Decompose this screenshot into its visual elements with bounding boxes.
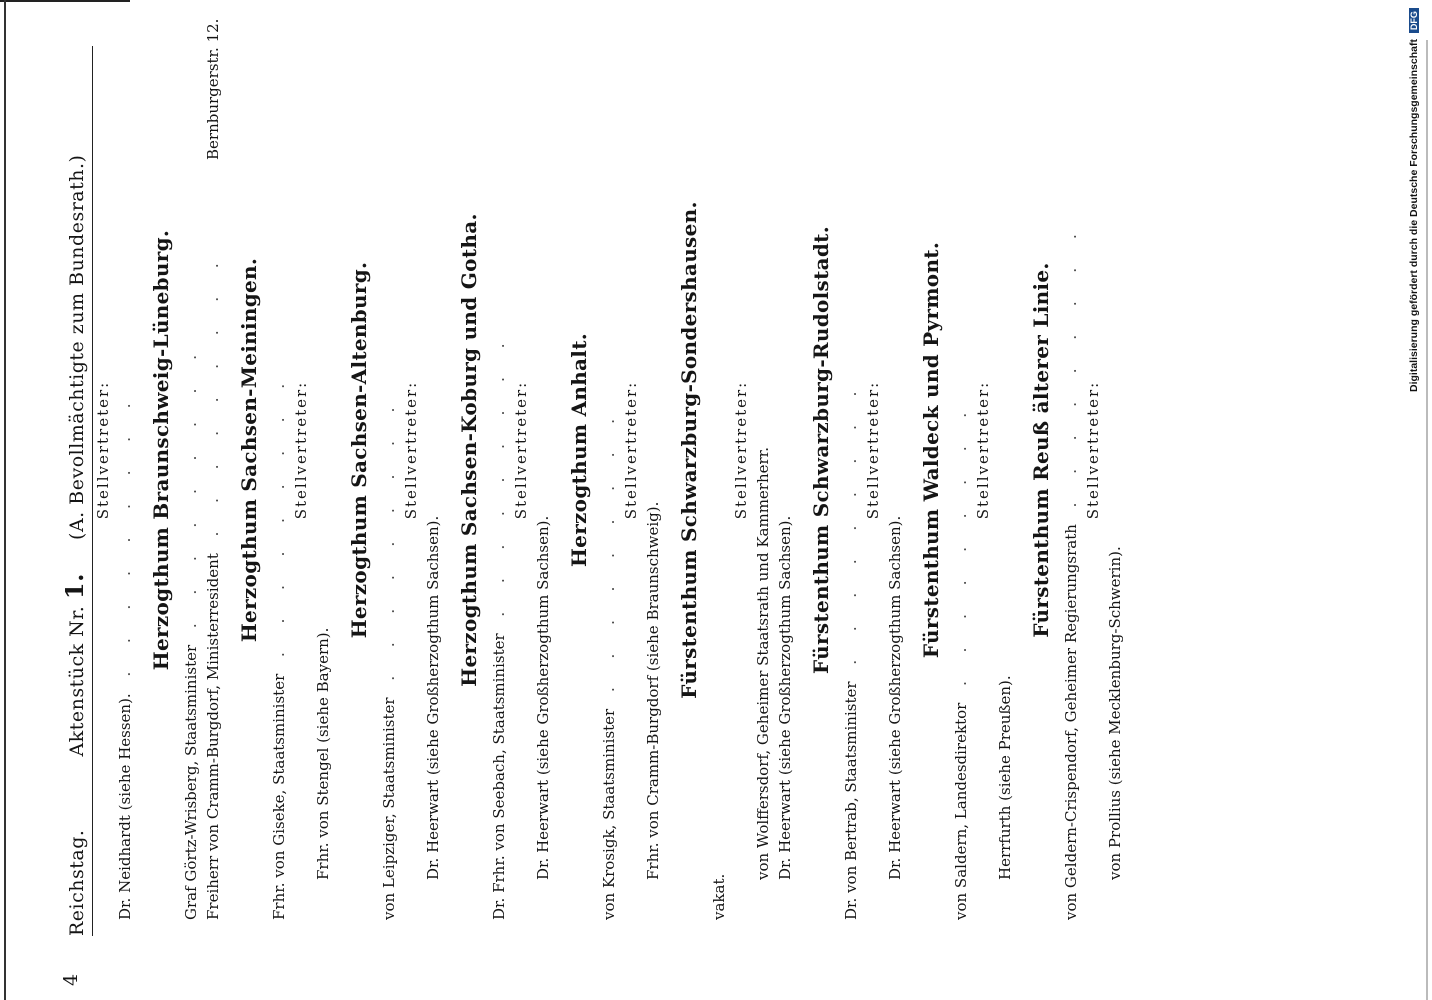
deputy-heading: Stellvertreter: (512, 380, 530, 520)
section-title: Herzogthum Braunschweig-Lüneburg. (149, 229, 173, 671)
section-title: Fürstenthum Reuß älterer Linie. (1029, 262, 1053, 638)
delegate-entry (598, 0, 620, 920)
delegate-entry (1060, 0, 1082, 920)
document-body (92, 0, 1126, 920)
deputy-heading: Stellvertreter: (1084, 380, 1102, 520)
dfg-logo: DFG (1409, 8, 1419, 33)
delegate-entry (840, 0, 862, 920)
running-header (60, 46, 93, 986)
delegate-entry (180, 0, 202, 920)
leader-dots: . . . . . . . . . (1062, 222, 1080, 525)
delegate-entry (752, 0, 774, 920)
delegate-name: von Leipziger, Staatsminister (380, 697, 398, 920)
delegate-name: Dr. von Bertrab, Staatsminister (842, 681, 860, 920)
deputy-heading: Stellvertreter: (292, 380, 310, 520)
delegate-entry (378, 0, 400, 920)
delegate-entry (488, 0, 510, 920)
delegate-name: Dr. Frhr. von Seebach, Staatsminister (490, 633, 508, 920)
leader-dots: . . . . . . . . . (952, 400, 970, 703)
delegate-name: von Geldern-Crispendorf, Geheimer Regierungsrath (1062, 524, 1080, 920)
delegate-name: Dr. Heerwart (siehe Großherzogthum Sachsen). (424, 515, 442, 880)
section-title: Herzogthum Sachsen-Altenburg. (347, 261, 371, 639)
deputy-heading: Stellvertreter: (732, 380, 750, 520)
dfg-notice (1408, 8, 1426, 392)
delegate-entry (994, 0, 1016, 920)
section-title: Fürstenthum Schwarzburg-Sondershausen. (677, 201, 701, 699)
deputy-heading: Stellvertreter: (622, 380, 640, 520)
leader-dots: . . . . . . . . . (204, 251, 222, 554)
delegate-entry (708, 0, 730, 920)
delegate-name: von Wolffersdorf, Geheimer Staatsrath und Kammerherr. (754, 447, 772, 880)
page-number: 4 (60, 973, 82, 986)
delegate-name: von Prollius (siehe Mecklenburg-Schwerin). (1106, 546, 1124, 880)
delegate-name: Dr. Heerwart (siehe Großherzogthum Sachsen). (886, 515, 904, 880)
delegate-entry (422, 0, 444, 920)
deputy-heading: Stellvertreter: (94, 380, 112, 520)
header-center-prefix: Aktenstück Nr. (66, 605, 88, 757)
delegate-entry (312, 0, 334, 920)
delegate-entry (774, 0, 796, 920)
leader-dots: . . . . . . . . . (490, 331, 508, 634)
leader-dots: . . . . . . . . . (600, 406, 618, 709)
section-title: Fürstenthum Schwarzburg-Rudolstadt. (809, 226, 833, 674)
header-center-number: 1. (60, 573, 89, 600)
deputy-heading: Stellvertreter: (974, 380, 992, 520)
delegate-name: Frhr. von Stengel (siehe Bayern). (314, 627, 332, 880)
delegate-name: Freiherr von Cramm-Burgdorf, Ministerresident (204, 553, 222, 920)
delegate-entry (642, 0, 664, 920)
delegate-name: von Krosigk, Staatsminister (600, 708, 618, 920)
delegate-entry (950, 0, 972, 920)
delegate-name: Frhr. von Giseke, Staatsminister (270, 673, 288, 920)
section-title: Fürstenthum Waldeck und Pyrmont. (919, 241, 943, 659)
leader-dots: . . . . . . . . . (380, 395, 398, 698)
dfg-notice-text: Digitalisierung gefördert durch die Deutsche Forschungsgemeinschaft (1408, 39, 1420, 392)
leader-dots: . . . . . . . . . (270, 371, 288, 674)
delegate-name: Graf Görtz-Wrisberg, Staatsminister (182, 644, 200, 920)
delegate-entry (268, 0, 290, 920)
delegate-name: vakat. (710, 873, 728, 920)
section-title: Herzogthum Sachsen-Meiningen. (237, 257, 261, 643)
delegate-name: Herrfurth (siehe Preußen). (996, 675, 1014, 880)
header-left: Reichstag. (66, 829, 88, 936)
delegate-entry (202, 0, 224, 920)
delegate-entry (532, 0, 554, 920)
header-right: (A. Bevollmächtigte zum Bundesrath.) (66, 154, 88, 540)
delegate-entry (884, 0, 906, 920)
delegate-name: Dr. Heerwart (siehe Großherzogthum Sachsen). (776, 515, 794, 880)
leader-dots: . . . . . . . . . (182, 343, 200, 645)
delegate-entry (1104, 0, 1126, 920)
delegate-name: Dr. Heerwart (siehe Großherzogthum Sachsen). (534, 515, 552, 880)
deputy-heading: Stellvertreter: (864, 380, 882, 520)
delegate-entry (114, 0, 136, 920)
leader-dots: . . . . . . . . . (116, 391, 134, 694)
deputy-heading: Stellvertreter: (402, 380, 420, 520)
section-title: Herzogthum Anhalt. (567, 332, 591, 568)
section-title: Herzogthum Sachsen-Koburg und Gotha. (457, 213, 481, 687)
delegate-name: von Saldern, Landesdirektor (952, 702, 970, 920)
delegate-name: Dr. Neidhardt (siehe Hessen). (116, 693, 134, 920)
delegate-name: Frhr. von Cramm-Burgdorf (siehe Braunschweig). (644, 501, 662, 880)
address-note: Bernburgerstr. 12. (204, 18, 222, 160)
leader-dots: . . . . . . . . . (842, 379, 860, 682)
scan-border (1426, 40, 1428, 1000)
